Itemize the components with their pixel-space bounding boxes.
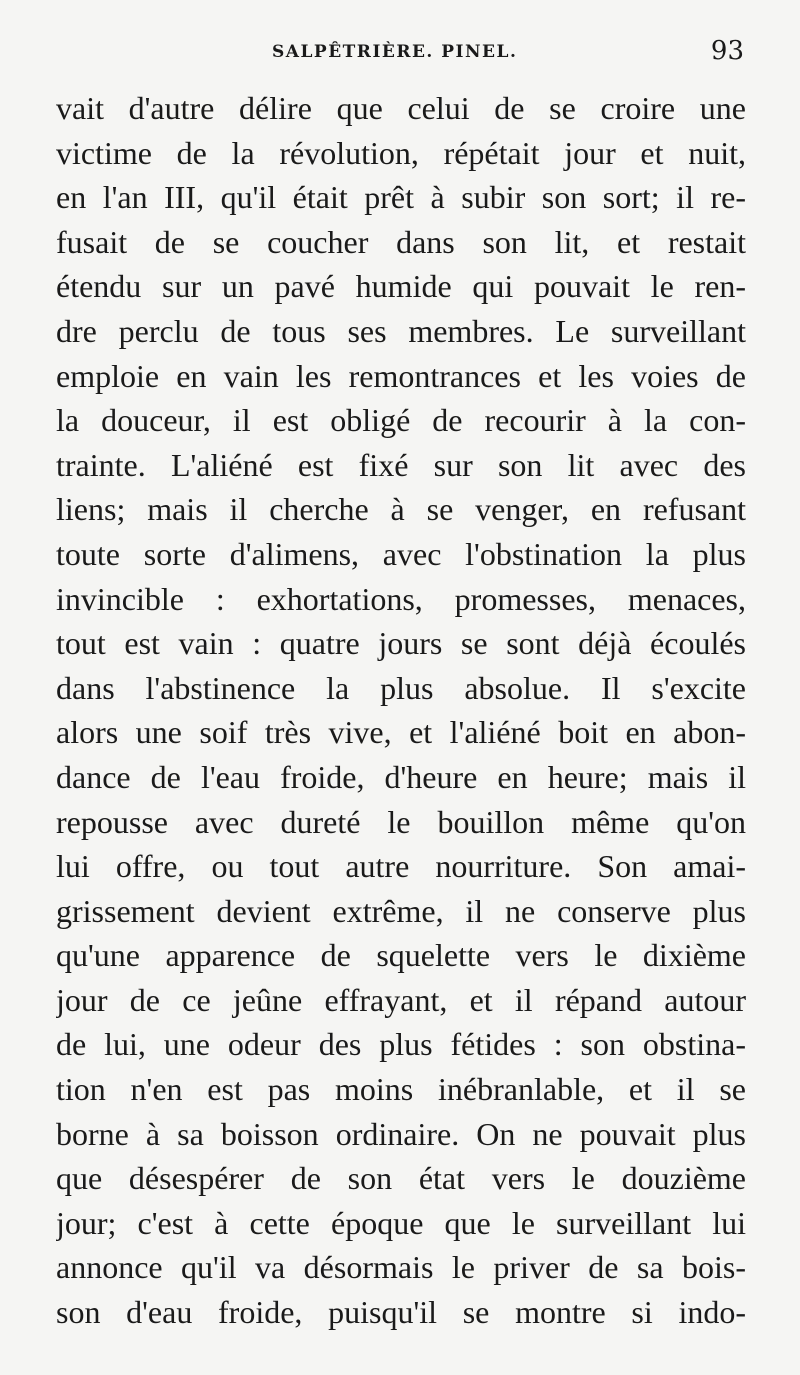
text-line: que désespérer de son état vers le douzième [56, 1160, 746, 1197]
text-line: liens; mais il cherche à se venger, en refusant [56, 491, 746, 528]
body-text [56, 86, 746, 1335]
text-line: dance de l'eau froide, d'heure en heure; mais il [56, 758, 746, 795]
text-line: tion n'en est pas moins inébranlable, et il se [56, 1071, 746, 1108]
text-line: tout est vain : quatre jours se sont déjà écoulés [56, 625, 746, 662]
text-line: en l'an III, qu'il était prêt à subir son sort; il re- [56, 179, 746, 216]
text-line: la douceur, il est obligé de recourir à la con- [56, 402, 746, 439]
running-title: SALPÊTRIÈRE. PINEL. [272, 42, 518, 62]
text-line: grissement devient extrême, il ne conserve plus [56, 892, 746, 929]
text-line: fusait de se coucher dans son lit, et restait [56, 223, 746, 260]
text-line: victime de la révolution, répétait jour et nuit, [56, 134, 746, 171]
text-line: borne à sa boisson ordinaire. On ne pouvait plus [56, 1115, 746, 1152]
text-line: toute sorte d'alimens, avec l'obstination la plus [56, 535, 746, 572]
text-line: de lui, une odeur des plus fétides : son obstina- [56, 1026, 746, 1063]
text-line: dans l'abstinence la plus absolue. Il s'excite [56, 669, 746, 706]
text-line: trainte. L'aliéné est fixé sur son lit avec des [56, 446, 746, 483]
page-number: 93 [710, 36, 744, 66]
text-line: emploie en vain les remontrances et les voies de [56, 357, 746, 394]
text-line: repousse avec dureté le bouillon même qu'on [56, 803, 746, 840]
text-line: qu'une apparence de squelette vers le dixième [56, 937, 746, 974]
text-line: jour de ce jeûne effrayant, et il répand autour [56, 981, 746, 1018]
text-line: son d'eau froide, puisqu'il se montre si indo- [56, 1294, 746, 1331]
text-line: dre perclu de tous ses membres. Le surveillant [56, 312, 746, 349]
running-head [0, 36, 800, 68]
text-line: vait d'autre délire que celui de se croire une [56, 90, 746, 126]
text-line: annonce qu'il va désormais le priver de sa bois- [56, 1249, 746, 1286]
text-line: lui offre, ou tout autre nourriture. Son amai- [56, 848, 746, 885]
text-line: étendu sur un pavé humide qui pouvait le ren- [56, 268, 746, 305]
text-line: jour; c'est à cette époque que le surveillant lui [56, 1204, 746, 1241]
text-line: invincible : exhortations, promesses, menaces, [56, 580, 746, 617]
text-line: alors une soif très vive, et l'aliéné boit en abon- [56, 714, 746, 751]
